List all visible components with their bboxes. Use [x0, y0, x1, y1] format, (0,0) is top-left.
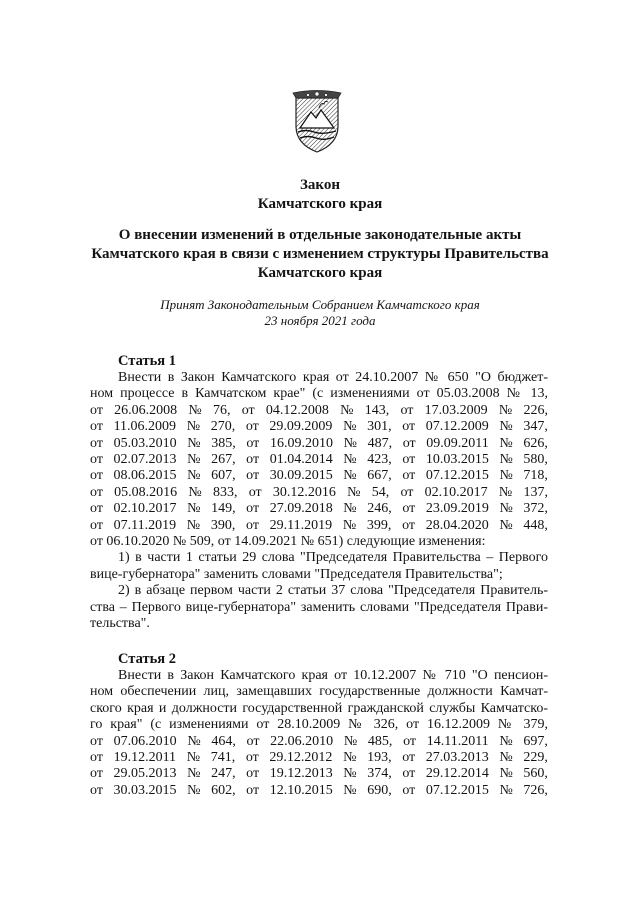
article-text-line: от 06.10.2020 № 509, от 14.09.2021 № 651) следующие изменения:	[90, 534, 486, 550]
amendment-cell: 12.10.2015	[269, 782, 333, 798]
adoption-line: Принят Законодательным Собранием Камчатского края	[160, 297, 480, 312]
amendment-cell: 485,	[367, 733, 393, 749]
amendment-cell: №	[343, 435, 357, 451]
amendment-cell: от	[246, 452, 260, 468]
article-text-line: Внести в Закон Камчатского края от 24.10.2007 № 650 "О бюджет-	[118, 370, 548, 385]
amendment-cell: 149,	[211, 501, 236, 517]
amendment-cell: №	[343, 750, 357, 766]
amendment-cell: 718,	[523, 468, 548, 484]
amendment-cell: №	[343, 733, 358, 749]
amendment-cell: 10.03.2015	[425, 452, 489, 468]
amendment-cell: от	[246, 782, 260, 798]
amendment-cell: 390,	[210, 517, 236, 533]
amendment-cell: 697,	[523, 733, 548, 749]
amendment-cell: от	[246, 766, 260, 782]
amendment-cell: 690,	[367, 782, 392, 798]
amendment-cell: 30.03.2015	[113, 782, 177, 798]
article-text-line: ном обеспечении лиц, замещавших государственные должности Камчат-	[90, 684, 548, 700]
amendment-row	[90, 436, 548, 452]
amendment-cell: №	[499, 750, 513, 766]
amendment-cell: №	[499, 468, 513, 484]
amendment-cell: 246,	[367, 501, 392, 517]
amendment-cell: №	[340, 402, 354, 418]
amendment-row	[90, 468, 548, 484]
amendment-cell: №	[187, 501, 201, 517]
amendment-cell: №	[499, 517, 513, 533]
amendment-cell: 30.09.2015	[269, 468, 333, 484]
title-line: Камчатского края	[257, 196, 383, 212]
amendment-cell: №	[499, 766, 513, 782]
amendment-cell: от	[400, 402, 414, 418]
amendment-cell: 07.12.2009	[425, 419, 489, 435]
amendment-cell: №	[186, 517, 201, 533]
amendment-cell: 07.12.2015	[425, 782, 489, 798]
amendment-cell: №	[187, 766, 201, 782]
law-title	[0, 176, 640, 214]
adoption-note	[0, 297, 640, 329]
amendment-cell: №	[187, 452, 201, 468]
amendments-table	[90, 403, 548, 534]
amendment-cell: от	[403, 733, 417, 749]
amendment-cell: от	[402, 750, 416, 766]
amendment-cell: 741,	[210, 750, 236, 766]
article-text-line: Внести в Закон Камчатского края от 10.12.2007 № 710 "О пенсион-	[118, 668, 548, 683]
amendment-cell: №	[499, 782, 513, 798]
amendment-cell: 270,	[210, 419, 236, 435]
amendment-cell: от	[402, 419, 416, 435]
amendment-cell: от	[90, 468, 103, 484]
amendment-cell: от	[402, 452, 416, 468]
amendment-cell: от	[402, 468, 416, 484]
amendment-cell: №	[499, 733, 513, 749]
amendment-row	[90, 419, 548, 435]
amendment-cell: 193,	[367, 750, 392, 766]
amendment-cell: 29.09.2009	[269, 419, 333, 435]
amendment-cell: 02.10.2017	[424, 484, 488, 500]
amendment-cell: 226,	[523, 402, 548, 418]
amendment-cell: от	[248, 484, 262, 500]
amendment-row	[90, 501, 548, 517]
amendment-row	[90, 766, 548, 782]
amendment-cell: №	[188, 484, 202, 500]
amendment-cell: №	[499, 435, 513, 451]
amendment-cell: от	[402, 517, 415, 533]
amendment-cell: 02.10.2017	[113, 501, 177, 517]
amendment-cell: 667,	[367, 468, 392, 484]
amendment-cell: №	[187, 782, 201, 798]
amendment-cell: 07.06.2010	[113, 733, 177, 749]
article-2	[90, 650, 548, 799]
amendment-cell: от	[246, 733, 260, 749]
amendment-cell: 626,	[523, 435, 548, 451]
amendment-cell: от	[90, 517, 103, 533]
amendment-cell: 399,	[366, 517, 392, 533]
amendment-cell: 29.05.2013	[113, 766, 177, 782]
amendment-cell: от	[245, 419, 259, 435]
article-heading: Статья 2	[118, 651, 176, 667]
amendment-cell: 464,	[211, 733, 236, 749]
article-text-line: го края" (с изменениями от 28.10.2009 № 326, от 16.12.2009 № 379,	[90, 717, 548, 733]
article-heading: Статья 1	[118, 353, 176, 369]
amendment-cell: 01.04.2014	[269, 452, 333, 468]
amendment-cell: 374,	[367, 766, 392, 782]
amendment-cell: от	[402, 501, 416, 517]
amendment-cell: от	[90, 501, 103, 517]
amendment-cell: от	[90, 419, 103, 435]
amendment-cell: №	[499, 452, 513, 468]
list-item: тельства".	[90, 616, 150, 632]
amendment-cell: 247,	[211, 766, 236, 782]
kamchatka-coat-of-arms-icon	[288, 88, 346, 156]
amendment-cell: 607,	[211, 468, 236, 484]
amendment-cell: 16.09.2010	[269, 435, 333, 451]
amendment-cell: 04.12.2008	[265, 402, 329, 418]
amendment-cell: 26.06.2008	[114, 402, 178, 418]
amendment-row	[90, 485, 548, 501]
list-item: 1) в части 1 статьи 29 слова "Председателя Правительства – Первого	[118, 550, 548, 566]
amendment-cell: 02.07.2013	[113, 452, 177, 468]
amendment-cell: 137,	[523, 484, 548, 500]
amendment-cell: №	[343, 782, 357, 798]
subtitle-line: Камчатского края	[257, 265, 383, 281]
adoption-date: 23 ноября 2021 года	[264, 313, 376, 328]
amendment-cell: 143,	[364, 402, 390, 418]
amendment-cell: 23.09.2019	[425, 501, 489, 517]
amendment-cell: от	[90, 402, 103, 418]
title-line: Закон	[299, 177, 340, 193]
amendment-cell: №	[343, 419, 357, 435]
list-item: 2) в абзаце первом части 2 статьи 37 слова "Председателя Правитель-	[118, 583, 548, 599]
amendment-cell: 09.09.2011	[426, 435, 489, 451]
amendment-row	[90, 403, 548, 419]
amendment-cell: 08.06.2015	[113, 468, 177, 484]
amendment-cell: 580,	[523, 452, 548, 468]
amendment-cell: 487,	[367, 435, 393, 451]
amendment-row	[90, 518, 548, 534]
amendment-cell: 301,	[367, 419, 392, 435]
amendment-cell: 19.12.2011	[113, 750, 177, 766]
amendment-cell: от	[90, 733, 103, 749]
amendment-cell: №	[343, 766, 357, 782]
article-text-line: ном процессе в Камчатском крае" (с изменениями от 05.03.2008 № 13,	[90, 386, 548, 402]
amendment-cell: 726,	[523, 782, 548, 798]
amendment-cell: от	[402, 435, 416, 451]
amendment-cell: 05.08.2016	[114, 484, 178, 500]
amendment-cell: №	[343, 468, 357, 484]
amendment-cell: 05.03.2010	[113, 435, 177, 451]
amendment-cell: 229,	[523, 750, 548, 766]
amendment-cell: от	[246, 468, 260, 484]
amendment-cell: 602,	[211, 782, 236, 798]
amendment-cell: №	[499, 419, 513, 435]
amendment-cell: 267,	[211, 452, 236, 468]
amendment-row	[90, 734, 548, 750]
amendment-cell: 833,	[213, 484, 238, 500]
amendment-cell: 22.06.2010	[270, 733, 334, 749]
amendment-cell: 347,	[523, 419, 548, 435]
amendment-cell: от	[90, 766, 103, 782]
amendment-cell: 54,	[371, 484, 390, 500]
amendment-cell: 07.12.2015	[425, 468, 489, 484]
amendment-cell: 29.12.2012	[269, 750, 333, 766]
amendment-cell: 423,	[367, 452, 392, 468]
amendment-cell: от	[246, 517, 259, 533]
amendment-cell: 372,	[523, 501, 548, 517]
amendments-table	[90, 734, 548, 800]
amendment-cell: 07.11.2019	[113, 517, 177, 533]
amendment-cell: №	[187, 468, 201, 484]
amendment-cell: от	[400, 484, 414, 500]
article-1	[90, 352, 548, 633]
amendment-cell: 29.11.2019	[269, 517, 333, 533]
amendment-cell: от	[246, 501, 260, 517]
subtitle-line: О внесении изменений в отдельные законодательные акты	[118, 227, 522, 243]
amendment-cell: №	[342, 517, 357, 533]
amendment-cell: от	[245, 750, 259, 766]
amendment-cell: №	[186, 750, 201, 766]
amendment-row	[90, 783, 548, 799]
amendment-cell: №	[187, 733, 201, 749]
amendment-cell: №	[343, 501, 357, 517]
amendment-cell: от	[90, 452, 103, 468]
amendment-cell: №	[499, 501, 513, 517]
amendment-cell: от	[241, 402, 255, 418]
amendment-cell: №	[343, 452, 357, 468]
amendment-cell: 560,	[523, 766, 548, 782]
amendment-cell: от	[90, 435, 103, 451]
amendment-cell: от	[246, 435, 260, 451]
amendment-cell: №	[498, 484, 513, 500]
amendment-cell: 27.09.2018	[269, 501, 333, 517]
list-item: вице-губернатора" заменить словами "Председателя Правительства";	[90, 566, 503, 582]
subtitle-line: Камчатского края в связи с изменением структуры Правительства	[91, 246, 549, 262]
amendment-cell: 14.11.2011	[426, 733, 489, 749]
amendment-cell: 76,	[213, 402, 231, 418]
amendment-cell: от	[90, 484, 103, 500]
amendment-cell: №	[187, 435, 201, 451]
amendment-cell: от	[90, 750, 103, 766]
amendment-cell: 17.03.2009	[424, 402, 488, 418]
list-item: ства – Первого вице-губернатора" заменить словами "Председателя Прави-	[90, 599, 548, 615]
amendment-cell: 28.04.2020	[425, 517, 489, 533]
amendment-cell: 385,	[211, 435, 236, 451]
amendment-cell: от	[402, 782, 416, 798]
amendment-cell: №	[188, 402, 202, 418]
amendment-cell: 19.12.2013	[269, 766, 333, 782]
amendment-cell: от	[90, 782, 103, 798]
amendment-row	[90, 452, 548, 468]
amendment-cell: 29.12.2014	[425, 766, 489, 782]
amendment-cell: №	[347, 484, 361, 500]
amendment-cell: от	[402, 766, 416, 782]
amendment-cell: 448,	[523, 517, 548, 533]
law-subtitle	[0, 226, 640, 283]
amendment-cell: 27.03.2013	[425, 750, 489, 766]
amendment-cell: №	[186, 419, 201, 435]
amendment-cell: №	[498, 402, 513, 418]
amendment-cell: 30.12.2016	[272, 484, 336, 500]
amendment-row	[90, 750, 548, 766]
amendment-cell: 11.06.2009	[113, 419, 177, 435]
article-text-line: ского края и должности государственной гражданской службы Камчатско-	[90, 700, 548, 716]
